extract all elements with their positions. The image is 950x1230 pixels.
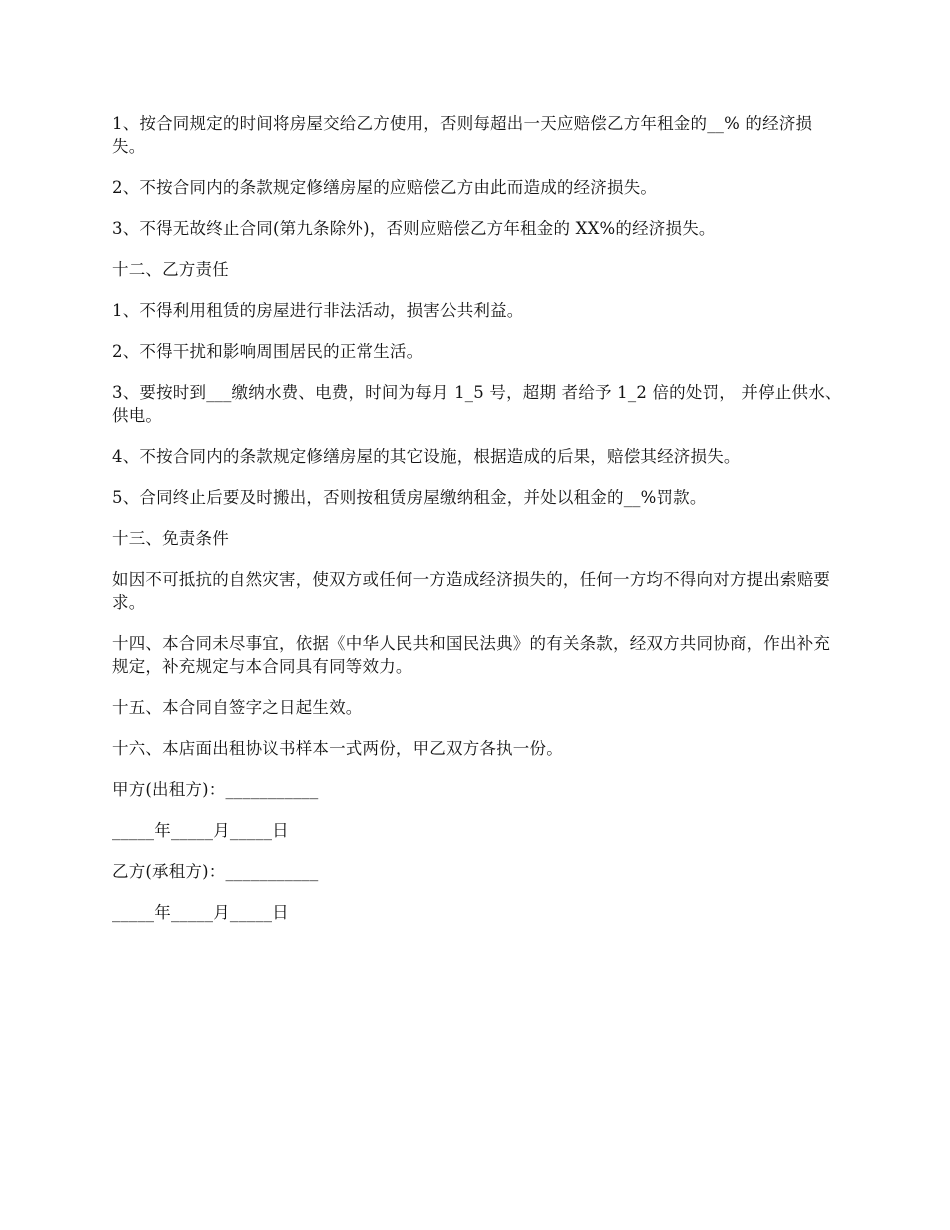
clause-party-a-3: 3、不得无故终止合同(第九条除外)，否则应赔偿乙方年租金的 XX%的经济损失。 <box>112 219 716 238</box>
clause-exemption: 如因不可抵抗的自然灾害，使双方或任何一方造成经济损失的，任何一方均不得向对方提出索赔要求。 <box>112 570 831 612</box>
clause-16: 十六、本店面出租协议书样本一式两份，甲乙双方各执一份。 <box>112 739 563 758</box>
signature-party-a: 甲方(出租方)：___________ <box>112 780 319 799</box>
date-party-a: _____年_____月_____日 <box>112 821 289 840</box>
clause-14: 十四、本合同未尽事宜，依据《中华人民共和国民法典》的有关条款，经双方共同协商，作出补充规定，补充规定与本合同具有同等效力。 <box>112 634 831 676</box>
clause-party-b-1: 1、不得利用租赁的房屋进行非法活动，损害公共利益。 <box>112 301 524 320</box>
clause-party-a-1: 1、按合同规定的时间将房屋交给乙方使用，否则每超出一天应赔偿乙方年租金的__% 的经济损失。 <box>112 114 813 156</box>
signature-party-b: 乙方(承租方)：___________ <box>112 862 319 881</box>
date-party-b: _____年_____月_____日 <box>112 903 289 922</box>
clause-party-b-4: 4、不按合同内的条款规定修缮房屋的其它设施，根据造成的后果，赔偿其经济损失。 <box>112 447 741 466</box>
clause-party-a-2: 2、不按合同内的条款规定修缮房屋的应赔偿乙方由此而造成的经济损失。 <box>112 178 658 197</box>
clause-party-b-5: 5、合同终止后要及时搬出，否则按租赁房屋缴纳租金，并处以租金的__%罚款。 <box>112 488 707 507</box>
clause-party-b-3: 3、要按时到___缴纳水费、电费，时间为每月 1_5 号，超期 者给予 1_2 倍的处罚， 并停止供水、供电。 <box>112 383 842 425</box>
section-heading-party-b: 十二、乙方责任 <box>112 260 229 279</box>
document-page <box>112 112 842 942</box>
clause-15: 十五、本合同自签字之日起生效。 <box>112 698 363 717</box>
section-heading-exemption: 十三、免责条件 <box>112 529 229 548</box>
clause-party-b-2: 2、不得干扰和影响周围居民的正常生活。 <box>112 342 424 361</box>
